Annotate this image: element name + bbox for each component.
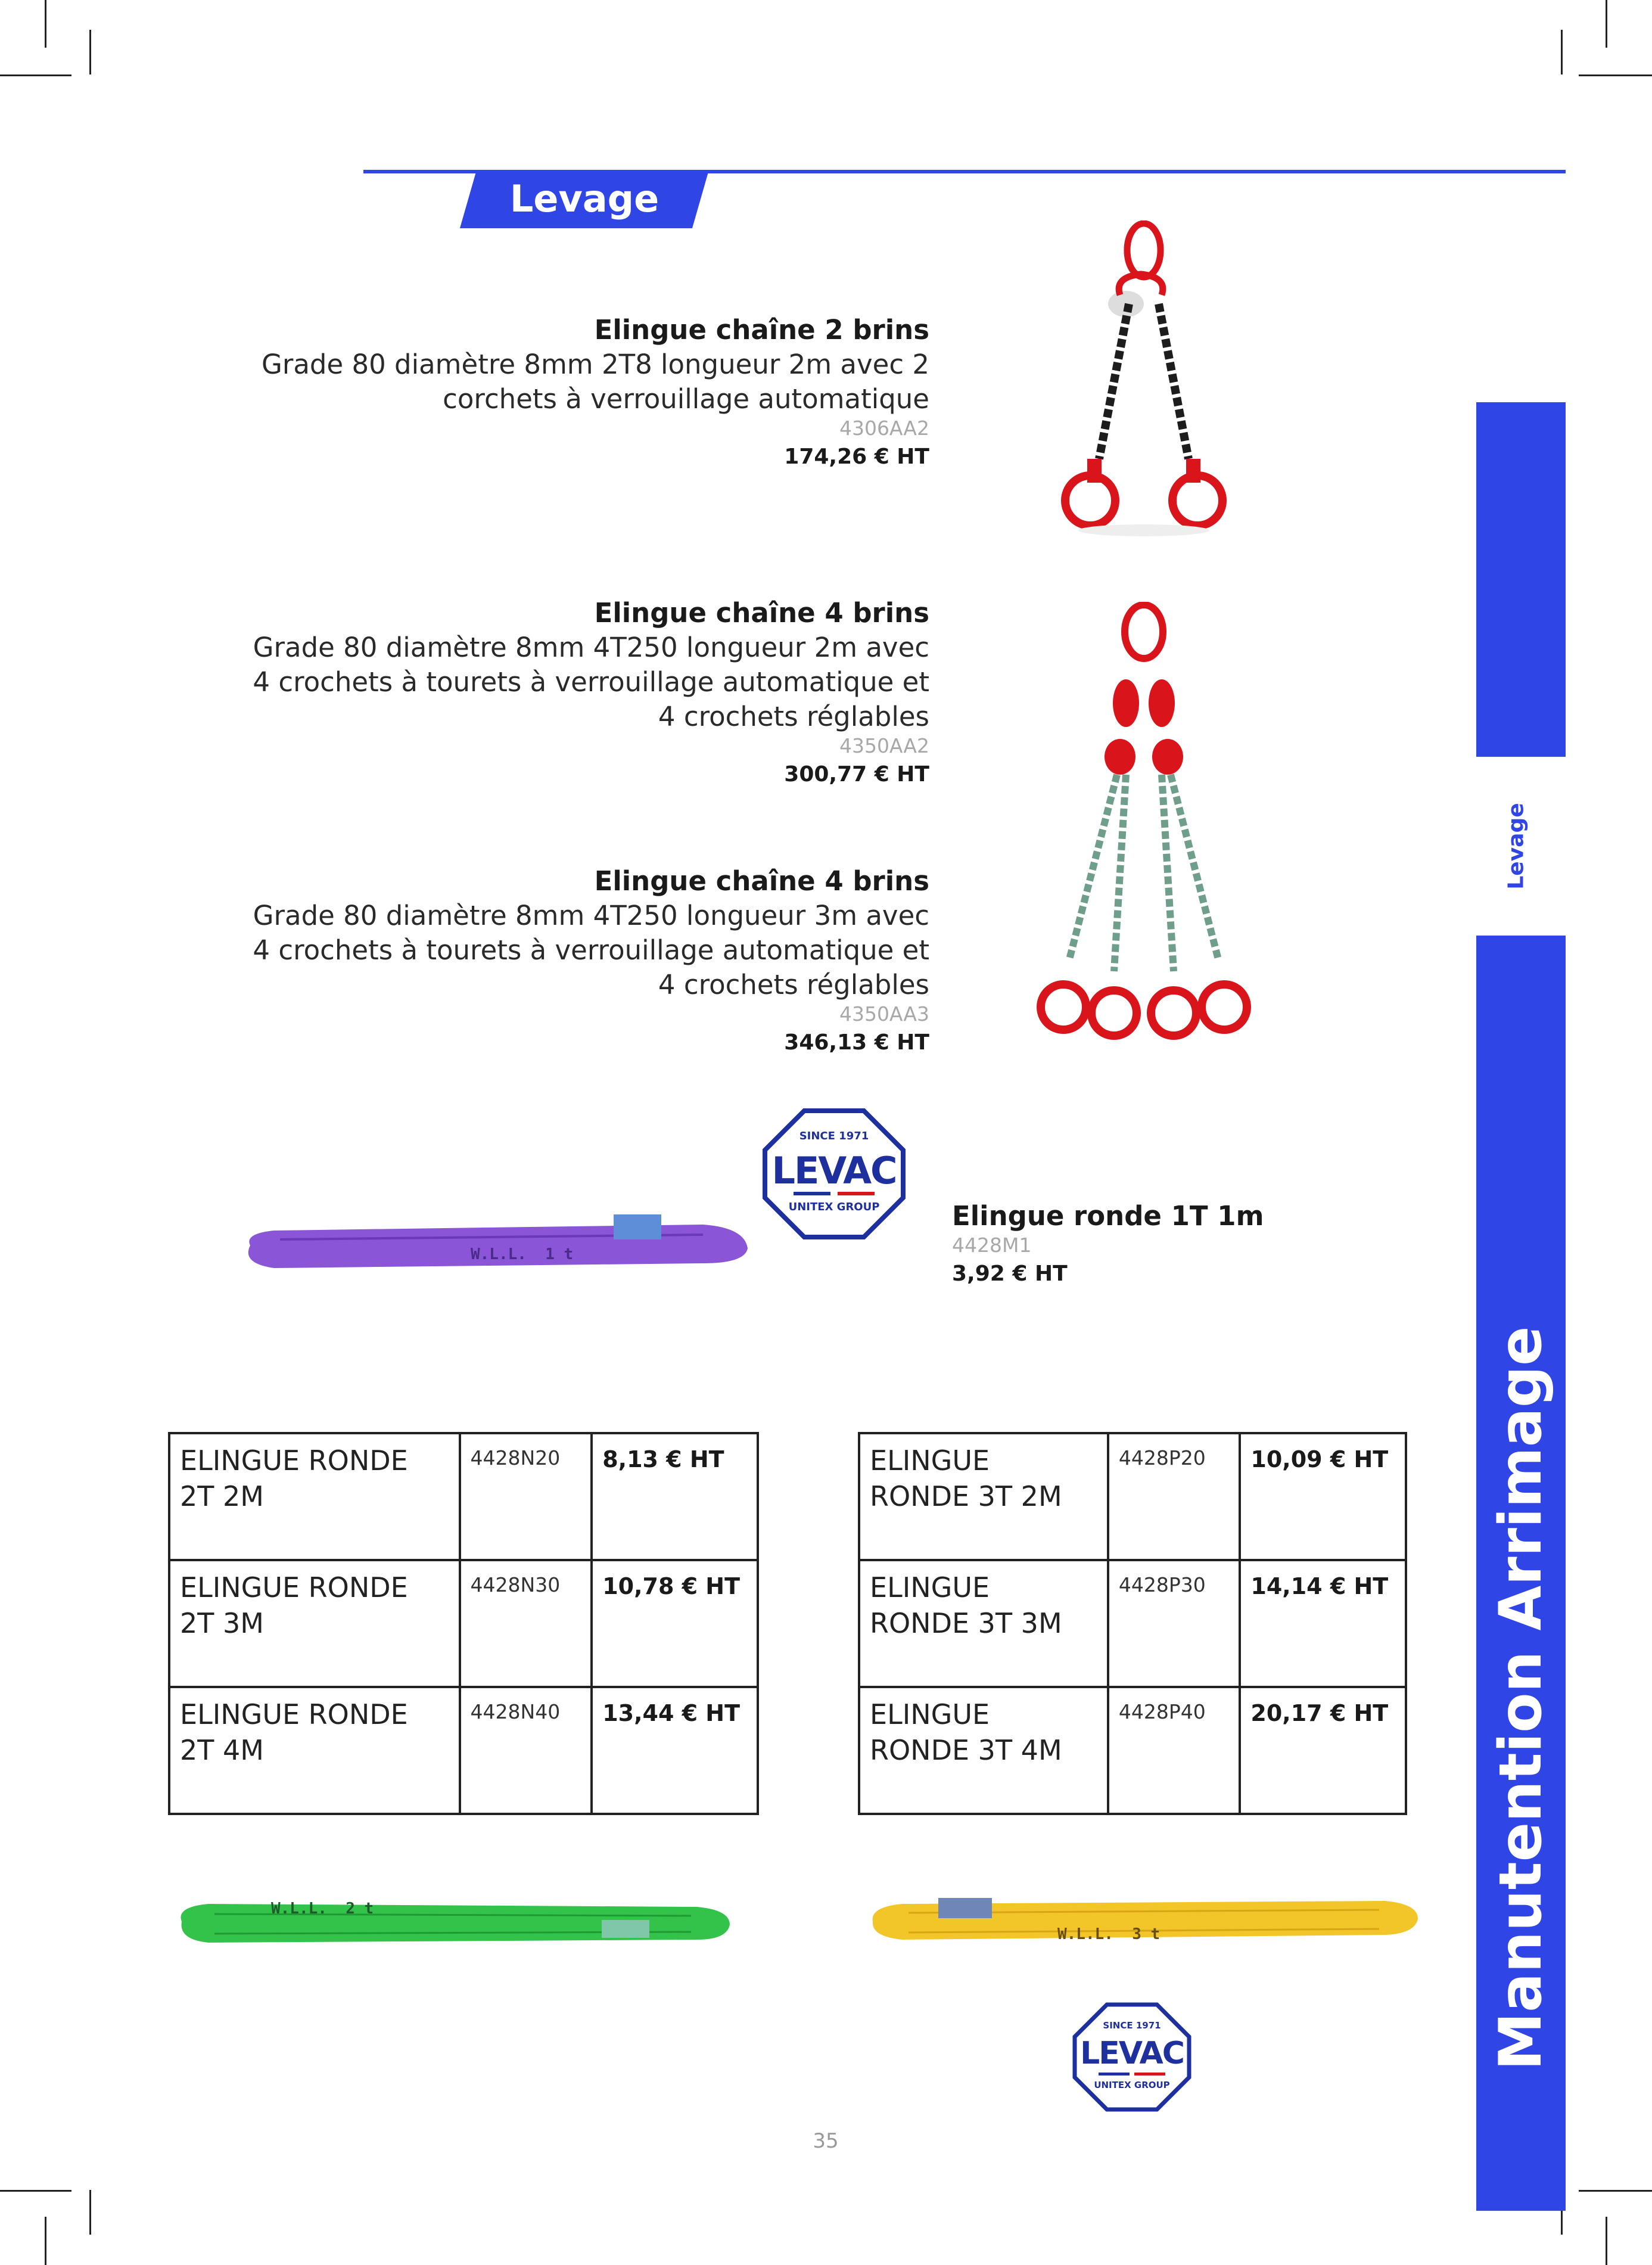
crop-mark <box>45 2217 46 2265</box>
product-title: Elingue chaîne 2 brins <box>594 314 929 346</box>
table-cell-name: ELINGUE RONDE 2T 3M <box>169 1560 460 1687</box>
logo-group: UNITEX GROUP <box>1094 2080 1170 2090</box>
product-price: 300,77 € HT <box>784 762 929 787</box>
product-desc-line: 4 crochets réglables <box>658 969 929 1001</box>
table-cell-price: 10,78 € HT <box>592 1560 758 1687</box>
product-chain-4-legs-2m <box>214 596 929 791</box>
price-table-2t <box>168 1432 759 1815</box>
table-row <box>859 1433 1406 1560</box>
product-round-sling-1t <box>952 1199 1369 1291</box>
product-ref: 4306AA2 <box>839 417 929 440</box>
section-tab-label: Levage <box>509 177 659 220</box>
table-row <box>169 1433 758 1560</box>
table-cell-ref: 4428P30 <box>1108 1560 1240 1687</box>
crop-mark <box>1561 30 1563 74</box>
table-row <box>169 1560 758 1687</box>
sling-wll-label: W.L.L. 2 t <box>271 1900 374 1918</box>
sidebar-tab-top <box>1476 402 1566 757</box>
logo-since: SINCE 1971 <box>1103 2020 1161 2031</box>
crop-mark <box>89 2190 91 2235</box>
logo-since: SINCE 1971 <box>799 1130 869 1142</box>
table-row <box>859 1560 1406 1687</box>
table-row <box>859 1687 1406 1814</box>
price-table-3t <box>858 1432 1407 1815</box>
sling-wll-label: W.L.L. 1 t <box>471 1245 574 1263</box>
product-desc-line: Grade 80 diamètre 8mm 4T250 longueur 2m avec <box>253 632 929 663</box>
crop-mark <box>1606 0 1607 48</box>
table-cell-price: 13,44 € HT <box>592 1687 758 1814</box>
product-ref: 4350AA2 <box>839 734 929 757</box>
table-cell-ref: 4428N20 <box>460 1433 592 1560</box>
chain-sling-4-legs-image <box>1031 602 1257 1049</box>
sidebar-tab-main <box>1476 936 1566 2211</box>
product-title: Elingue ronde 1T 1m <box>952 1200 1264 1232</box>
crop-mark <box>45 0 46 48</box>
round-sling-purple-image <box>238 1204 757 1275</box>
product-chain-2-legs <box>214 313 929 474</box>
sling-wll-label: W.L.L. 3 t <box>1057 1925 1161 1943</box>
product-title: Elingue chaîne 4 brins <box>594 597 929 629</box>
table-cell-price: 10,09 € HT <box>1240 1433 1406 1560</box>
logo-name: LEVAC <box>1080 2036 1184 2071</box>
table-cell-price: 14,14 € HT <box>1240 1560 1406 1687</box>
logo-name: LEVAC <box>771 1149 897 1192</box>
table-cell-name: ELINGUE RONDE 3T 3M <box>859 1560 1108 1687</box>
product-desc-line: Grade 80 diamètre 8mm 2T8 longueur 2m avec 2 <box>261 349 929 380</box>
page-number: 35 <box>813 2129 839 2153</box>
crop-mark <box>0 2190 71 2192</box>
crop-mark <box>1579 2190 1652 2192</box>
table-cell-ref: 4428N30 <box>460 1560 592 1687</box>
sidebar-label-levage <box>1480 804 1552 888</box>
product-desc-line: Grade 80 diamètre 8mm 4T250 longueur 3m avec <box>253 900 929 931</box>
table-cell-price: 8,13 € HT <box>592 1433 758 1560</box>
table-cell-name: ELINGUE RONDE 3T 2M <box>859 1433 1108 1560</box>
product-desc-line: corchets à verrouillage automatique <box>443 383 929 415</box>
sidebar-label-text: Levage <box>1504 803 1529 890</box>
table-cell-ref: 4428P40 <box>1108 1687 1240 1814</box>
table-cell-name: ELINGUE RONDE 2T 4M <box>169 1687 460 1814</box>
table-row <box>169 1687 758 1814</box>
table-cell-ref: 4428N40 <box>460 1687 592 1814</box>
product-desc-line: 4 crochets réglables <box>658 701 929 732</box>
product-price: 3,92 € HT <box>952 1262 1068 1286</box>
crop-mark <box>1606 2217 1607 2265</box>
chain-sling-2-legs-image <box>1054 220 1233 542</box>
product-desc-line: 4 crochets à tourets à verrouillage automatique et <box>253 666 929 698</box>
product-title: Elingue chaîne 4 brins <box>594 865 929 897</box>
crop-mark <box>0 74 71 76</box>
levac-logo <box>1072 2002 1191 2112</box>
table-cell-name: ELINGUE RONDE 2T 2M <box>169 1433 460 1560</box>
product-price: 174,26 € HT <box>784 445 929 469</box>
table-cell-price: 20,17 € HT <box>1240 1687 1406 1814</box>
round-sling-green-image <box>173 1889 739 1955</box>
product-ref: 4428M1 <box>952 1234 1032 1257</box>
levac-logo <box>763 1108 906 1239</box>
product-chain-4-legs-3m <box>214 864 929 1060</box>
product-desc-line: 4 crochets à tourets à verrouillage automatique et <box>253 934 929 966</box>
sidebar-main-label: Manutention Arrimage <box>1487 1326 1555 2071</box>
crop-mark <box>1579 74 1652 76</box>
round-sling-yellow-image <box>867 1886 1421 1952</box>
table-cell-name: ELINGUE RONDE 3T 4M <box>859 1687 1108 1814</box>
logo-group: UNITEX GROUP <box>788 1201 880 1213</box>
product-ref: 4350AA3 <box>839 1002 929 1026</box>
product-price: 346,13 € HT <box>784 1030 929 1055</box>
crop-mark <box>89 30 91 74</box>
table-cell-ref: 4428P20 <box>1108 1433 1240 1560</box>
